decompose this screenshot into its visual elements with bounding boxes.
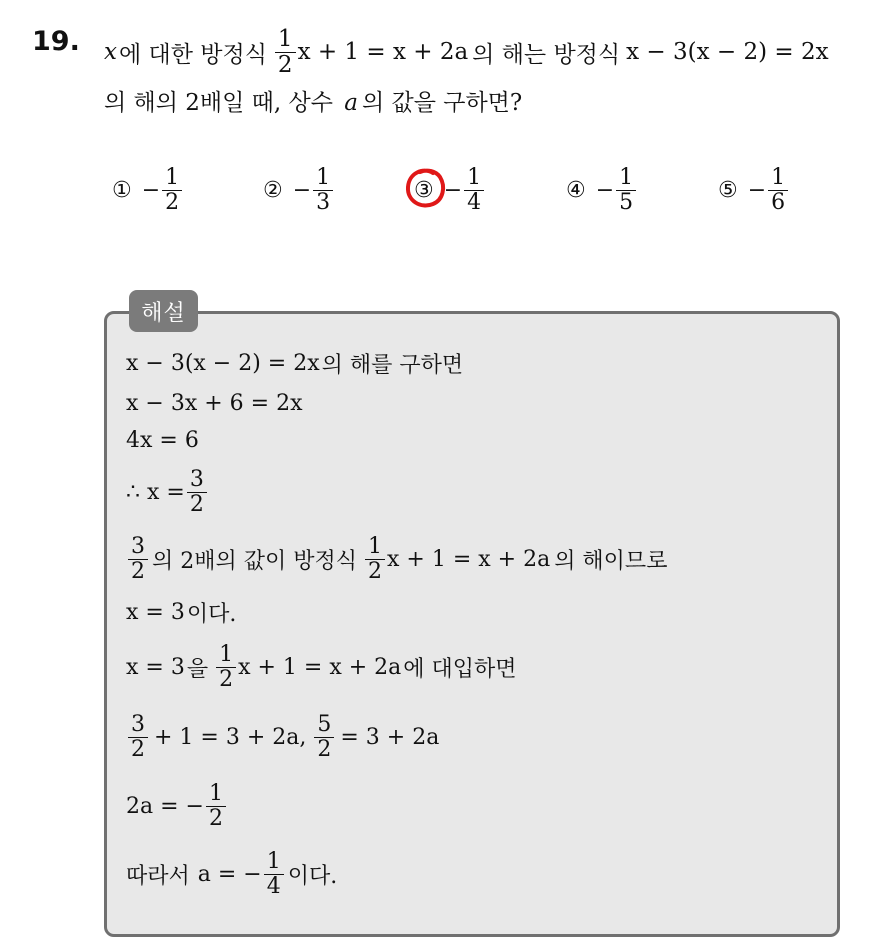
solution-line-4: ∴ x = $\frac{3}{2}$ [126, 459, 209, 525]
fraction: $\frac{3}{2}$ [187, 468, 207, 517]
variable-x: x [104, 39, 117, 65]
solution-line-9: 2a = − $\frac{1}{2}$ [126, 773, 228, 839]
question-text: 에 대한 방정식 [118, 41, 267, 68]
choice-sign: − [141, 177, 161, 203]
choice-sign: − [747, 177, 767, 203]
question-line-1 [104, 24, 874, 80]
choice-5[interactable] [718, 158, 790, 222]
choice-marker: ⑤ [718, 177, 738, 203]
solution-line-5: $\frac{3}{2}$ 의 2배의 값이 방정식 $\frac{1}{2}$ x + 1 = x + 2a 의 해이므로 [126, 526, 667, 592]
solution-line-6: x = 3 이다. [126, 599, 237, 627]
choice-sign: − [443, 177, 463, 203]
equation: x + 1 = x + 2a [297, 39, 469, 65]
choice-2[interactable] [263, 158, 335, 222]
solution-line-8: $\frac{3}{2}$ + 1 = 3 + 2a, $\frac{5}{2}$ = 3 + 2a [126, 704, 439, 770]
equation: x − 3(x − 2) = 2x [626, 39, 829, 65]
selected-circle-mark [403, 165, 449, 211]
choice-4[interactable] [566, 158, 638, 222]
variable-a: a [344, 90, 358, 116]
choice-sign: − [292, 177, 312, 203]
choice-marker: ① [112, 177, 132, 203]
choice-sign: − [595, 177, 615, 203]
choice-fraction: $\frac{1}{3}$ [313, 166, 333, 215]
fraction: $\frac{3}{2}$ [128, 535, 148, 584]
solution-line-3: 4x = 6 [126, 427, 199, 453]
choice-marker: ② [263, 177, 283, 203]
solution-line-7: x = 3 을 $\frac{1}{2}$ x + 1 = x + 2a 에 대입하면 [126, 641, 517, 692]
question-number: 19. [32, 26, 80, 57]
choice-1[interactable] [112, 158, 184, 222]
question-line-2 [104, 84, 522, 117]
fraction: $\frac{3}{2}$ [128, 713, 148, 762]
choice-3[interactable] [414, 158, 486, 222]
fraction: $\frac{1}{2}$ [365, 535, 385, 584]
choice-fraction: $\frac{1}{4}$ [464, 166, 484, 215]
fraction: $\frac{1}{2}$ [216, 643, 236, 692]
question-text: 의 값을 구하면? [361, 90, 523, 116]
question-text: 의 해는 방정식 [472, 41, 621, 68]
choice-fraction: $\frac{1}{6}$ [768, 166, 788, 215]
fraction: $\frac{1}{4}$ [264, 850, 284, 899]
solution-line-2: x − 3x + 6 = 2x [126, 390, 303, 416]
solution-line-10: 따라서 a = − $\frac{1}{4}$ 이다. [126, 848, 338, 899]
fraction: $\frac{1}{2}$ [206, 782, 226, 831]
question-text: 의 해의 2배일 때, 상수 [104, 90, 333, 116]
choice-fraction: $\frac{1}{5}$ [616, 166, 636, 215]
choice-fraction: $\frac{1}{2}$ [162, 166, 182, 215]
fraction: $\frac{5}{2}$ [314, 713, 334, 762]
choice-marker: ④ [566, 177, 586, 203]
choice-marker: ③ [414, 178, 434, 203]
solution-tag: 해설 [129, 290, 198, 332]
fraction: $\frac{1}{2}$ [275, 27, 296, 78]
solution-line-1: x − 3(x − 2) = 2x 의 해를 구하면 [126, 350, 464, 378]
